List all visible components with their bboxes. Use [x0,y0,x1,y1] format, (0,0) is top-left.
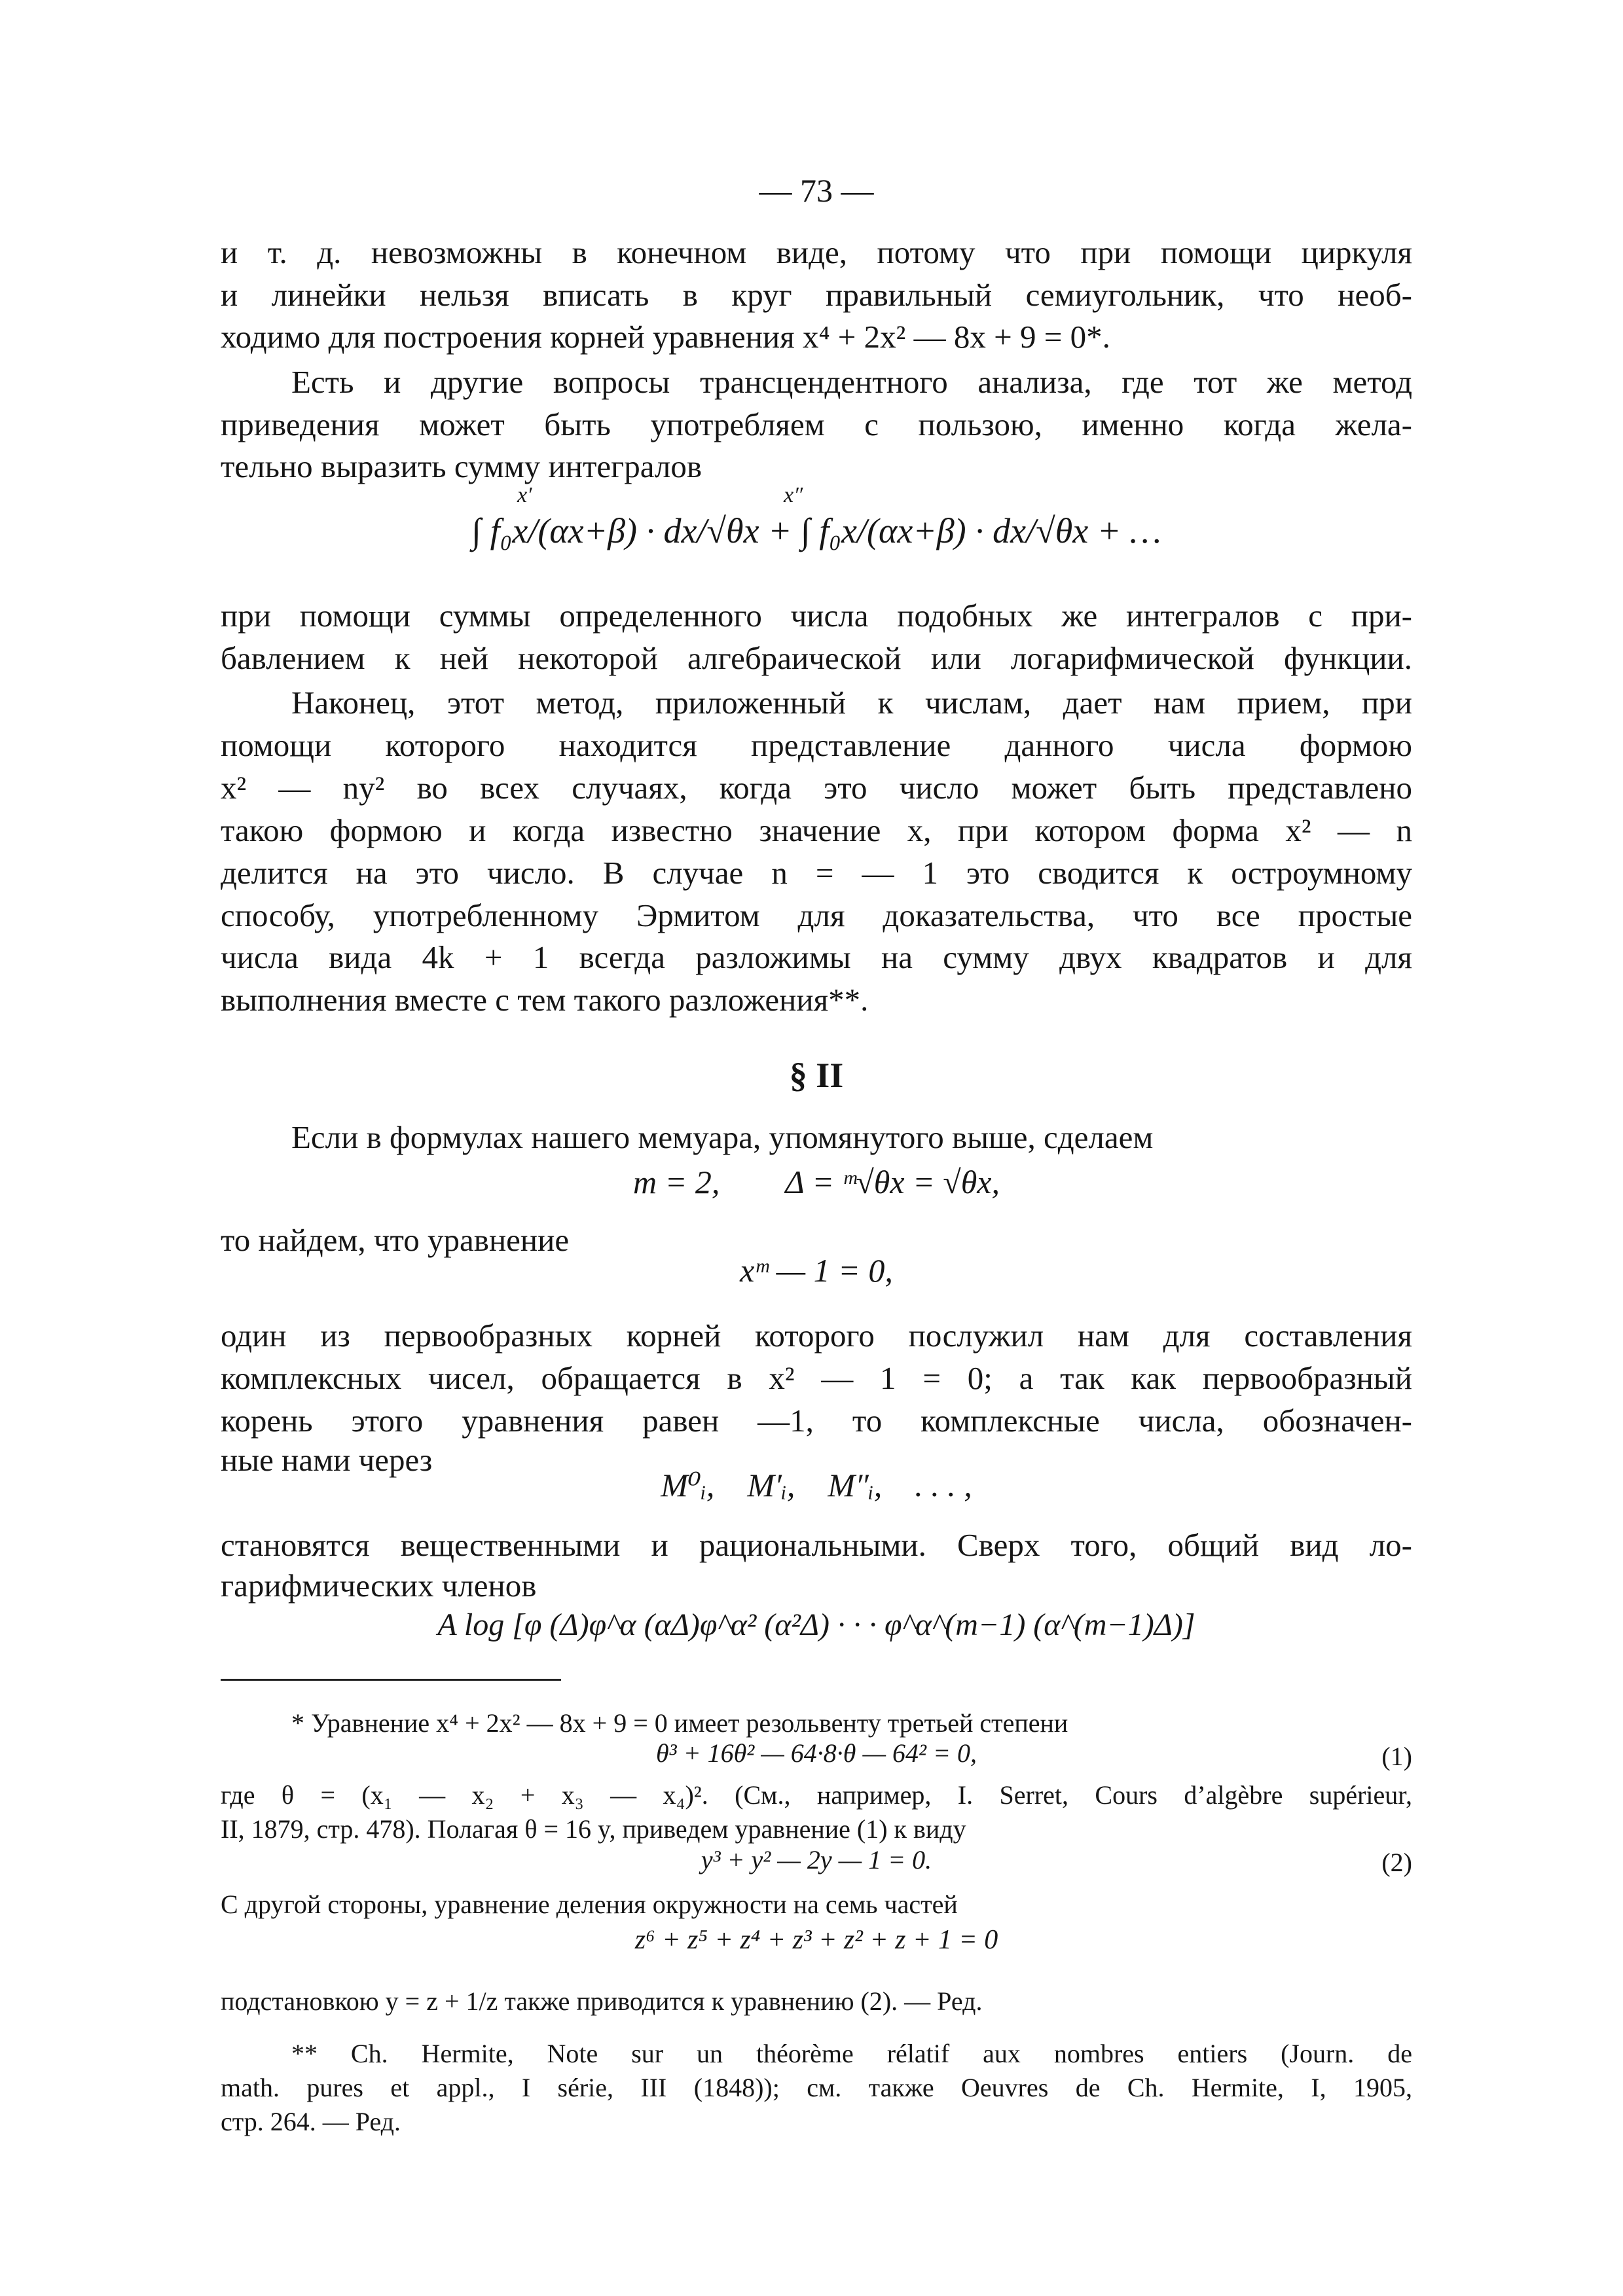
text-line: такою формою и когда известно значение x, при котором форма x² — n [221,812,1412,848]
text-line: комплексных чисел, обращается в x² — 1 = 0; а так как первообразный [221,1360,1412,1396]
footnote-line: ** Ch. Hermite, Note sur un théorème rélatif aux nombres entiers (Journ. de [291,2039,1412,2068]
text-line: приведения может быть употребляем с пользою, именно когда жела- [221,406,1412,442]
text-line: числа вида 4k + 1 всегда разложимы на сумму двух квадратов и для [221,939,1412,975]
text-line: корень этого уравнения равен —1, то комплексные числа, обозначен- [221,1403,1412,1439]
text-line: то найдем, что уравнение [221,1222,570,1258]
formula-m-list: M⁰ᵢ, M′ᵢ, M″ᵢ, . . . , [661,1467,972,1503]
text-line: x² — ny² во всех случаях, когда это число может быть представлено [221,770,1412,806]
text-line: Есть и другие вопросы трансцендентного анализа, где тот же метод [291,364,1412,400]
equation-number: (1) [1381,1742,1412,1771]
footnote-line: math. pures et appl., I série, III (1848)); см. также Oeuvres de Ch. Hermite, I, 1905, [221,2073,1412,2102]
page-number: — 73 — [759,172,874,209]
text-line: при помощи суммы определенного числа подобных же интегралов с при- [221,598,1412,634]
text-line: и линейки нельзя вписать в круг правильный семиугольник, что необ- [221,277,1412,313]
text-line: выполнения вместе с тем такого разложения**. [221,982,869,1018]
text-line: один из первообразных корней которого послужил нам для составления [221,1318,1412,1354]
formula-xm: xᵐ — 1 = 0, [740,1252,893,1289]
text-line: ные нами через [221,1442,433,1478]
footnote-equation-2: y³ + y² — 2y — 1 = 0. [701,1845,932,1874]
footnote-line: стр. 264. — Ред. [221,2107,401,2136]
footnote-equation-3: z⁶ + z⁵ + z⁴ + z³ + z² + z + 1 = 0 [634,1925,998,1955]
text-line: Если в формулах нашего мемуара, упомянутого выше, сделаем [291,1119,1154,1155]
text-line: тельно выразить сумму интегралов [221,448,702,484]
footnote-line: * Уравнение x⁴ + 2x² — 8x + 9 = 0 имеет резольвенту третьей степени [291,1708,1068,1738]
text-line: ходимо для построения корней уравнения x⁴ + 2x² — 8x + 9 = 0*. [221,319,1110,355]
footnote-equation-1: θ³ + 16θ² — 64·8·θ — 64² = 0, [655,1738,977,1768]
footnote-line: где θ = (x₁ — x₂ + x₃ — x₄)². (См., например, I. Serret, Cours d’algèbre supérieur, [221,1780,1412,1810]
section-heading: § II [789,1056,844,1095]
formula-m-delta: m = 2, Δ = ᵐ√θx = √θx, [632,1164,1000,1200]
footnote-line: подстановкою y = z + 1/z также приводится к уравнению (2). — Ред. [221,1986,983,2016]
integral-limit: x′ [517,483,532,507]
text-line: Наконец, этот метод, приложенный к числам, дает нам прием, при [291,685,1412,721]
text-line: способу, употребленному Эрмитом для доказательства, что все простые [221,897,1412,933]
footnote-line: II, 1879, стр. 478). Полагая θ = 16 y, приведем уравнение (1) к виду [221,1814,966,1844]
equation-number: (2) [1381,1848,1412,1877]
integral-limit: x″ [784,483,803,507]
footnote-line: С другой стороны, уравнение деления окружности на семь частей [221,1890,958,1919]
text-line: помощи которого находится представление данного числа формою [221,727,1412,763]
integral-expression: ∫ f₀x/(αx+β) · dx/√θx + ∫ f₀x/(αx+β) · dx/√θx + … [471,511,1161,550]
text-line: становятся вещественными и рациональными. Сверх того, общий вид ло- [221,1527,1412,1563]
text-line: бавлением к ней некоторой алгебраической или логарифмической функции. [221,640,1412,676]
footnote-divider [221,1679,561,1681]
text-line: делится на это число. В случае n = — 1 это сводится к остроумному [221,855,1412,891]
text-line: гарифмических членов [221,1568,537,1604]
text-line: и т. д. невозможны в конечном виде, потому что при помощи циркуля [221,234,1412,270]
formula-log: A log [φ (Δ)φ^α (αΔ)φ^α² (α²Δ) · · · φ^α^(m−1) (α^(m−1)Δ)] [437,1607,1195,1642]
